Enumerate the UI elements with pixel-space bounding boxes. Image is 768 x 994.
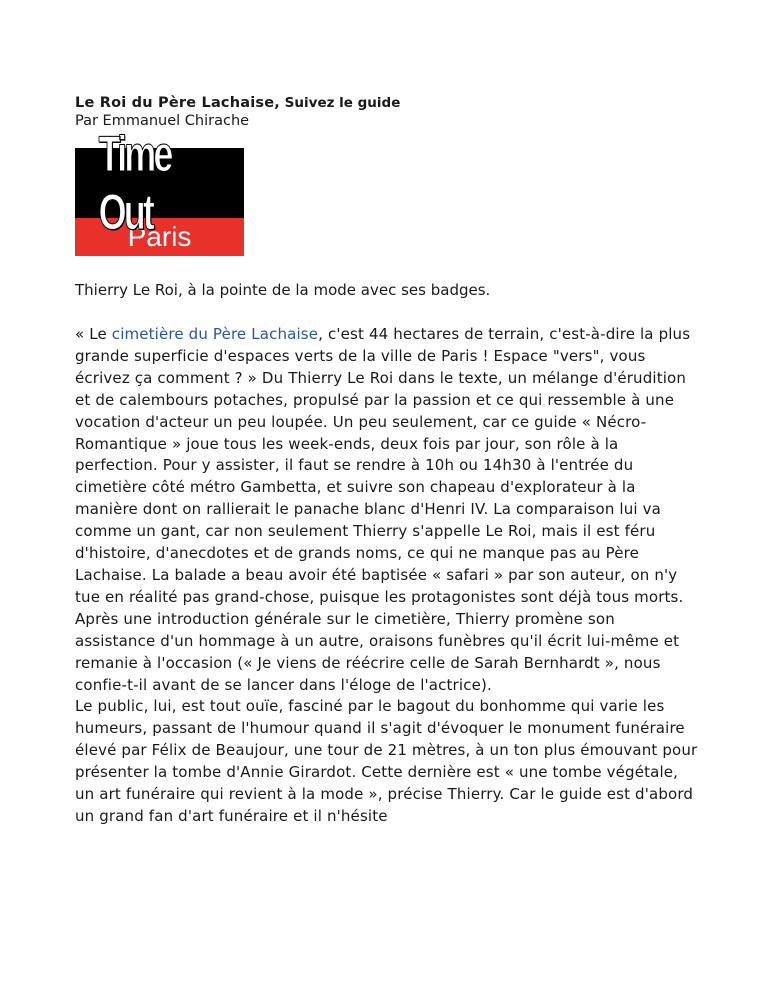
para1-rest: , c'est 44 hectares de terrain, c'est-à-dire la plus grande superficie d'espaces verts de la ville de Paris ! Espace "vers", vous écrivez ça comment ? » Du Thierry Le Roi dans le texte, un mélange d'érudition et de calembours potaches, propulsé par la passion et ce qui ressemble à une vocation d'acteur un peu loupée. Un peu seulement, car ce guide « Nécro-Romantique » joue tous les week-ends, deux fois par jour, son rôle à la perfection. Pour y assister, il faut se rendre à 10h ou 14h30 à l'entrée du cimetière côté métro Gambetta, et suivre son chapeau d'explorateur à la manière dont on rallierait le panache blanc d'Henri IV. La comparaison lui va comme un gant, car non seulement Thierry s'appelle Le Roi, mais il est féru d'histoire, d'anecdotes et de grands noms, ce qui ne manque pas au Père Lachaise. La balade a beau avoir été baptisée « safari » par son auteur, on n'y tue en réalité pas grand-chose, puisque les protagonistes sont déjà tous morts. Après une introduction générale sur le cimetière, Thierry promène son assistance d'un hommage à un autre, oraisons funèbres qu'il écrit lui-même et remanie à l'occasion (« Je viens de réécrire celle de Sarah Bernhardt », nous confie-t-il avant de se lancer dans l'éloge de l'actrice). <box>75 325 691 694</box>
logo-top-text: Time Out <box>98 126 171 240</box>
paragraph-2: Le public, lui, est tout ouïe, fasciné par le bagout du bonhomme qui varie les humeurs, passant de l'humour quand il s'agit d'évoquer le monument funéraire élevé par Félix de Beaujour, une tour de 21 mètres, à un ton plus émouvant pour présenter la tombe d'Annie Girardot. Cette dernière est « une tombe végétale, un art funéraire qui revient à la mode », précise Thierry. Car le guide est d'abord un grand fan d'art funéraire et il n'hésite <box>75 697 698 825</box>
timeout-paris-logo <box>75 126 244 256</box>
article <box>75 94 698 825</box>
byline: Par Emmanuel Chirache <box>75 113 250 129</box>
title-main: Le Roi du Père Lachaise, <box>75 95 280 111</box>
para1-prefix: « Le <box>75 325 112 343</box>
article-body <box>75 324 700 828</box>
article-title <box>75 94 695 112</box>
title-sub: Suivez le guide <box>279 95 401 111</box>
logo-bottom-text: Paris <box>127 221 192 252</box>
photo-caption: Thierry Le Roi, à la pointe de la mode avec ses badges. <box>75 281 491 299</box>
paragraph-1 <box>75 324 700 696</box>
cimetiere-link[interactable]: cimetière du Père Lachaise <box>111 325 319 343</box>
